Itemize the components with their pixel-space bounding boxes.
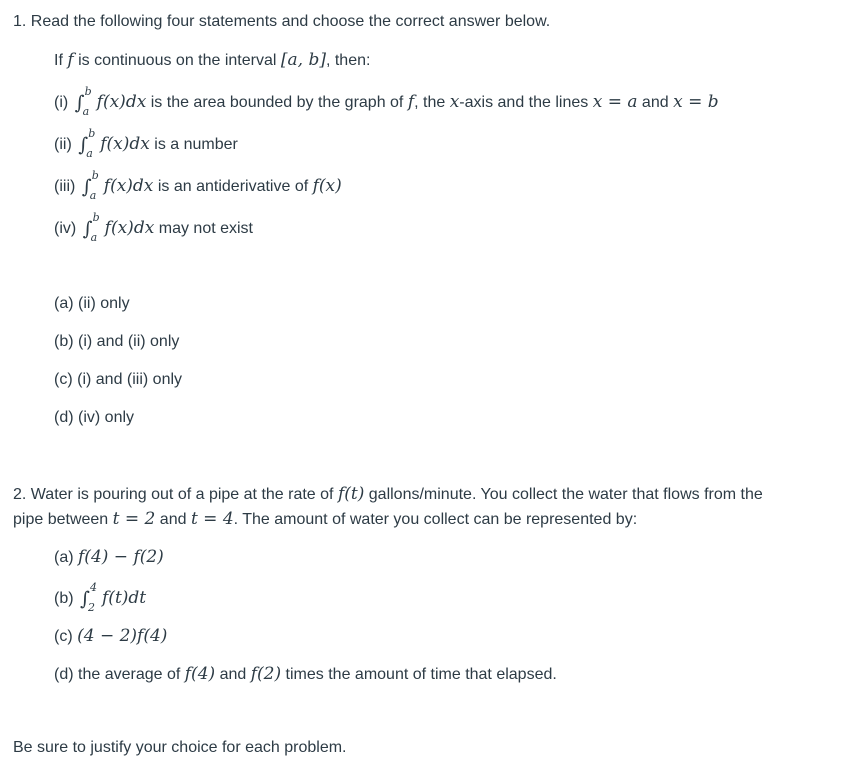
q2-choice-d <box>54 662 557 687</box>
integral-sign: ∫ b a <box>78 126 96 160</box>
choice-text: (iv) only <box>78 409 135 426</box>
integrand: f(x)dx <box>104 218 155 238</box>
statement-label: (i) <box>54 94 69 111</box>
footer-instruction: Be sure to justify your choice for each problem. <box>13 739 347 756</box>
statement-ii <box>54 126 238 160</box>
question-1-heading: 1. Read the following four statements and choose the correct answer below. <box>13 13 551 30</box>
q2-rate-math: f(t) <box>337 484 365 504</box>
integral-lower: a <box>86 146 93 160</box>
statement-label: (iii) <box>54 178 76 195</box>
choice-math: (4 − 2)f(4) <box>77 626 168 646</box>
integral-sign: ∫ b a <box>82 210 100 244</box>
q2-text-e: . The amount of water you collect can be represented by: <box>233 511 638 528</box>
q1-choice-d <box>54 406 134 430</box>
statement-f: f <box>407 92 415 112</box>
integral-sign: ∫ b a <box>81 168 99 202</box>
q2-text-c: pipe between <box>13 511 113 528</box>
integral-upper: b <box>88 126 96 140</box>
integral-lower: 2 <box>88 600 96 614</box>
q1-choice-c <box>54 368 182 392</box>
premise-text-b: is continuous on the interval <box>73 52 281 69</box>
premise-text-c: , then: <box>325 52 371 69</box>
statement-iii <box>54 168 342 202</box>
choice-text: (ii) only <box>78 295 130 312</box>
integral-upper: 4 <box>90 580 98 594</box>
integrand: f(t)dt <box>102 588 147 608</box>
q1-choice-a <box>54 292 130 316</box>
integral-lower: a <box>82 104 90 118</box>
q2-t2-math: t = 2 <box>112 509 156 529</box>
integral-lower: a <box>90 230 98 244</box>
integral-upper: b <box>91 168 99 182</box>
choice-label: (a) <box>54 295 74 312</box>
integral-sign: ∫ 4 2 <box>80 580 98 614</box>
integrand: f(x)dx <box>96 92 147 112</box>
q2-text-a: 2. Water is pouring out of a pipe at the rate of <box>13 486 338 503</box>
statement-label: (iv) <box>54 220 77 237</box>
question-2-line-2 <box>13 507 637 532</box>
statement-text-d: and <box>637 94 674 111</box>
choice-label: (d) <box>54 409 74 426</box>
premise-text-a: If <box>54 52 68 69</box>
choice-text-c: times the amount of time that elapsed. <box>281 666 557 683</box>
choice-text-a: the average of <box>78 666 185 683</box>
choice-label: (b) <box>54 590 74 607</box>
choice-math-2: f(2) <box>250 664 282 684</box>
q2-choice-c <box>54 624 167 649</box>
q2-t4-math: t = 4 <box>190 509 234 529</box>
premise-interval: [a, b] <box>280 50 326 70</box>
q1-choice-b <box>54 330 179 354</box>
choice-text-b: and <box>215 666 251 683</box>
choice-label: (c) <box>54 628 73 645</box>
choice-label: (b) <box>54 333 74 350</box>
choice-label: (d) <box>54 666 74 683</box>
integral-lower: a <box>89 188 97 202</box>
statement-text: is a number <box>149 136 238 153</box>
statement-x: x <box>449 92 460 112</box>
integrand: f(x)dx <box>103 176 154 196</box>
premise-f: f <box>67 50 74 70</box>
question-1-premise <box>54 48 370 73</box>
statement-text: may not exist <box>154 220 253 237</box>
integral-sign: ∫ b a <box>74 84 92 118</box>
statement-text-c: -axis and the lines <box>459 94 593 111</box>
integral-upper: b <box>84 84 92 98</box>
q2-choice-a <box>54 545 164 570</box>
q2-text-d: and <box>155 511 191 528</box>
question-2-line-1 <box>13 482 763 507</box>
choice-label: (a) <box>54 549 74 566</box>
statement-math-end: f(x) <box>312 176 342 196</box>
statement-text-b: , the <box>414 94 450 111</box>
statement-eq2: x = b <box>673 92 719 112</box>
statement-i <box>54 84 719 118</box>
choice-text: (i) and (iii) only <box>77 371 183 388</box>
statement-eq1: x = a <box>592 92 638 112</box>
choice-math: f(4) − f(2) <box>78 547 164 567</box>
statement-text: is an antiderivative of <box>153 178 313 195</box>
statement-iv <box>54 210 253 244</box>
statement-text-a: is the area bounded by the graph of <box>146 94 408 111</box>
choice-label: (c) <box>54 371 73 388</box>
q2-choice-b <box>54 580 147 614</box>
q2-text-b: gallons/minute. You collect the water that flows from the <box>364 486 763 503</box>
integral-upper: b <box>92 210 100 224</box>
statement-label: (ii) <box>54 136 72 153</box>
integrand: f(x)dx <box>100 134 150 154</box>
choice-math-1: f(4) <box>184 664 216 684</box>
choice-text: (i) and (ii) only <box>78 333 180 350</box>
